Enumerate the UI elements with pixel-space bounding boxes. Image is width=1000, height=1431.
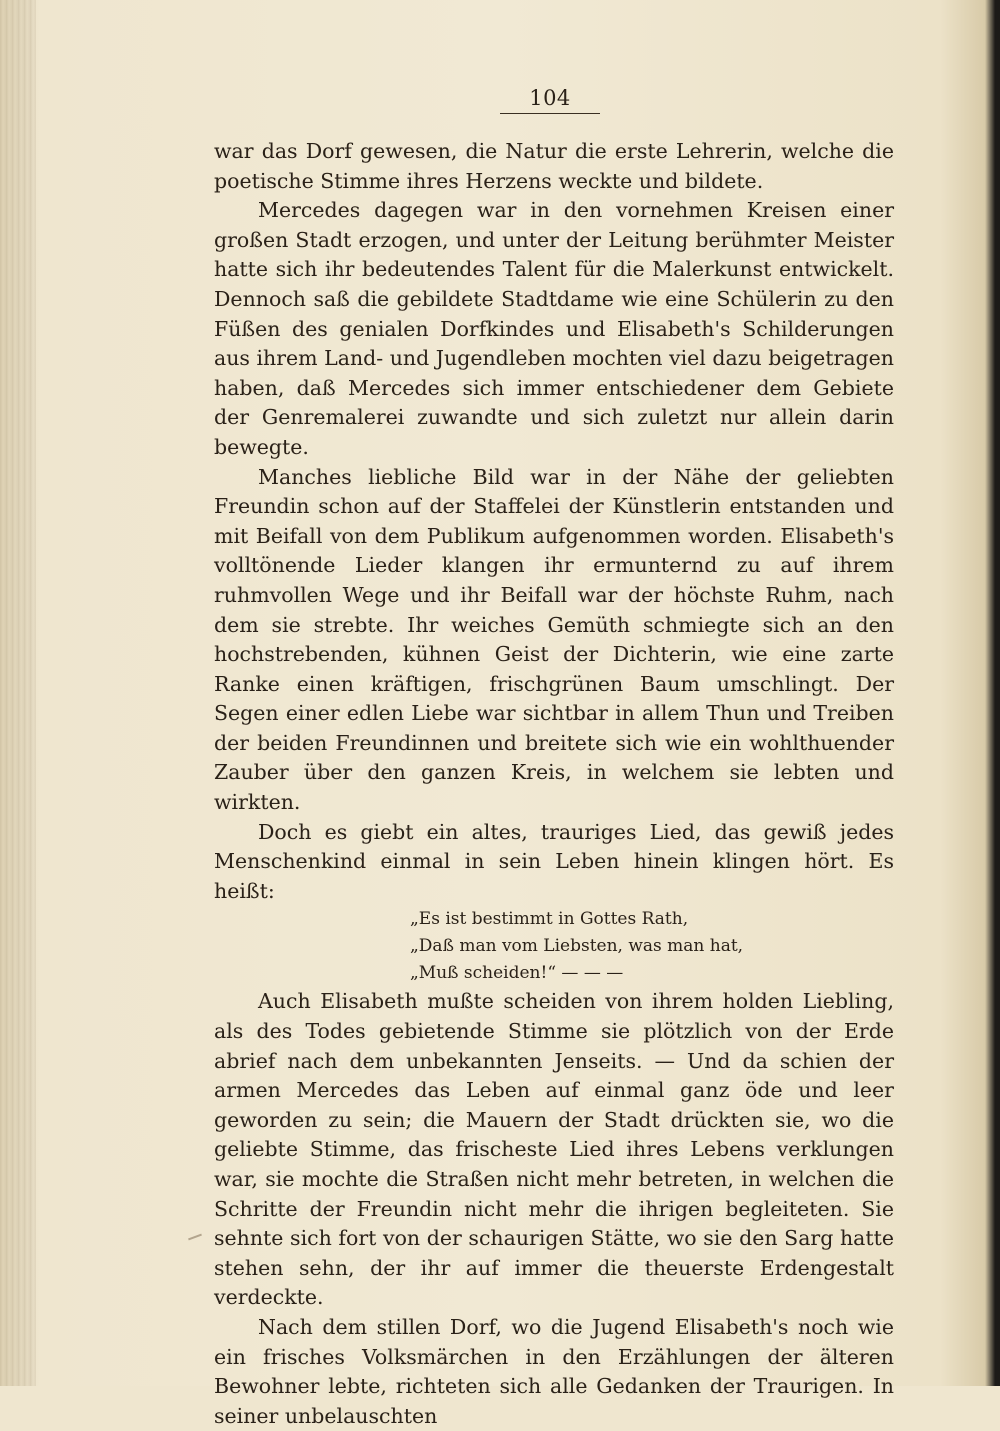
paragraph-painting: Manches liebliche Bild war in der Nähe der geliebten Freundin schon auf der Staffelei der Künstlerin entstanden und mit Beifall von dem Publikum aufgenommen worden. Elisabeth's volltönende Lieder klangen ihr ermunternd zu auf ihrem ruhmvollen Wege und ihr Beifall war der höchste Ruhm, nach dem sie strebte. Ihr weiches Gemüth schmiegte sich an den hochstrebenden, kühnen Geist der Dichterin, wie eine zarte Ranke einen kräftigen, frischgrünen Baum umschlingt. Der Segen einer edlen Liebe war sichtbar in allem Thun und Treiben der beiden Freundinnen und breitete sich wie ein wohlthuender Zauber über den ganzen Kreis, in welchem sie lebten und wirkten. [214,464,894,815]
verse-line: „Daß man vom Liebsten, was man hat, [410,936,744,957]
page-number: 104 [529,86,571,110]
paragraph-old-song: Doch es giebt ein altes, trauriges Lied, das gewiß jedes Menschenkind einmal in sein Leben hinein klingen hört. Es heißt: [214,819,894,903]
body-text [214,137,894,1431]
header-rule [500,113,600,114]
pencil-mark [188,1234,202,1241]
verse-line: „Muß scheiden!“ — — — [410,963,624,984]
verse-line: „Es ist bestimmt in Gottes Rath, [410,909,689,930]
page-binding-edge [0,0,36,1386]
verse-block [214,906,894,987]
paragraph-continued: war das Dorf gewesen, die Natur die erste Lehrerin, welche die poetische Stimme ihres Herzens weckte und bildete. [214,139,894,193]
paragraph-village: Nach dem stillen Dorf, wo die Jugend Elisabeth's noch wie ein frisches Volksmärchen in den Erzählungen der älteren Bewohner lebte, richteten sich alle Gedanken der Traurigen. In seiner unbelauschten [214,1314,894,1428]
paragraph-mercedes: Mercedes dagegen war in den vornehmen Kreisen einer großen Stadt erzogen, und unter der Leitung berühmter Meister hatte sich ihr bedeutendes Talent für die Malerkunst entwickelt. Dennoch saß die gebildete Stadtdame wie eine Schülerin zu den Füßen des genialen Dorfkindes und Elisabeth's Schilderungen aus ihrem Land- und Jugendleben mochten viel dazu beigetragen haben, daß Mercedes sich immer entschiedener dem Gebiete der Genremalerei zuwandte und sich zuletzt nur allein darin bewegte. [214,198,894,459]
paragraph-farewell: Auch Elisabeth mußte scheiden von ihrem holden Liebling, als des Todes gebietende Stimme sie plötzlich von der Erde abrief nach dem unbekannten Jenseits. — Und da schien der armen Mercedes das Leben auf einmal ganz öde und leer geworden zu sein; die Mauern der Stadt drückten sie, wo die geliebte Stimme, das frischeste Lied ihres Lebens verklungen war, sie mochte die Straßen nicht mehr betreten, in welchen die Schritte der Freundin nicht mehr die ihrigen begleiteten. Sie sehnte sich fort von der schaurigen Stätte, wo sie den Sarg hatte stehen sehn, der ihr auf immer die theuerste Erdengestalt verdeckte. [214,989,894,1310]
